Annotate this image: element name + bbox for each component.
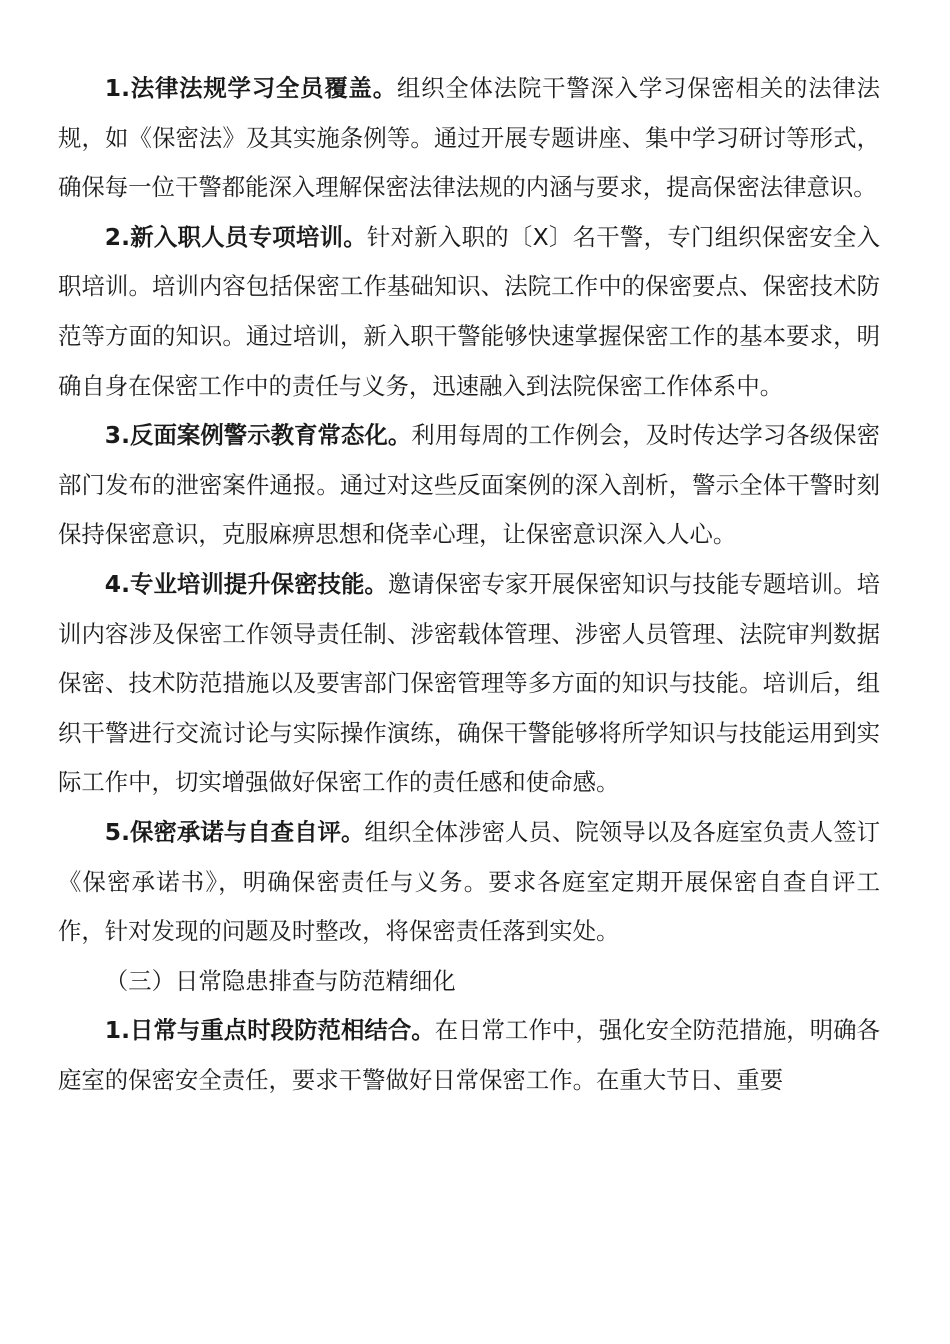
paragraph-body: 针对新入职的〔X〕名干警，专门组织保密安全入职培训。培训内容包括保密工作基础知识、法院工作中的保密要点、保密技术防范等方面的知识。通过培训，新入职干警能够快速掌握保密工作的基本要求，明确自身在保密工作中的责任与义务，迅速融入到法院保密工作体系中。 xyxy=(58,222,880,400)
document-page xyxy=(58,64,880,1105)
paragraph-daily-prevention xyxy=(58,1006,880,1105)
paragraph-lead: 2.新入职人员专项培训。 xyxy=(104,222,367,251)
paragraph-body: 邀请保密专家开展保密知识与技能专题培训。培训内容涉及保密工作领导责任制、涉密载体管理、涉密人员管理、法院审判数据保密、技术防范措施以及要害部门保密管理等多方面的知识与技能。培训后，组织干警进行交流讨论与实际操作演练，确保干警能够将所学知识与技能运用到实际工作中，切实增强做好保密工作的责任感和使命感。 xyxy=(58,569,880,797)
paragraph-legal-study xyxy=(58,64,880,213)
paragraph-lead: 1.日常与重点时段防范相结合。 xyxy=(104,1016,435,1045)
paragraph-lead: 1.法律法规学习全员覆盖。 xyxy=(104,74,397,102)
paragraph-lead: 5.保密承诺与自查自评。 xyxy=(104,817,365,846)
paragraph-professional-training xyxy=(58,560,880,808)
paragraph-case-warning xyxy=(58,411,880,560)
paragraph-commitment-self-check xyxy=(58,808,880,957)
paragraph-body: 利用每周的工作例会，及时传达学习各级保密部门发布的泄密案件通报。通过对这些反面案例的深入剖析，警示全体干警时刻保持保密意识，克服麻痹思想和侥幸心理，让保密意识深入人心。 xyxy=(58,421,881,549)
paragraph-body: 组织全体法院干警深入学习保密相关的法律法规，如《保密法》及其实施条例等。通过开展专题讲座、集中学习研讨等形式，确保每一位干警都能深入理解保密法律法规的内涵与要求，提高保密法律意识。 xyxy=(58,74,880,202)
paragraph-new-staff-training xyxy=(58,213,880,411)
paragraph-lead: 4.专业培训提升保密技能。 xyxy=(104,569,388,598)
paragraph-body: 组织全体涉密人员、院领导以及各庭室负责人签订《保密承诺书》，明确保密责任与义务。要求各庭室定期开展保密自查自评工作，针对发现的问题及时整改，将保密责任落到实处。 xyxy=(58,817,880,946)
section-heading: （三）日常隐患排查与防范精细化 xyxy=(104,966,456,995)
paragraph-lead: 3.反面案例警示教育常态化。 xyxy=(104,421,412,450)
paragraph-body: 在日常工作中，强化安全防范措施，明确各庭室的保密安全责任，要求干警做好日常保密工作。在重大节日、重要 xyxy=(58,1016,881,1094)
